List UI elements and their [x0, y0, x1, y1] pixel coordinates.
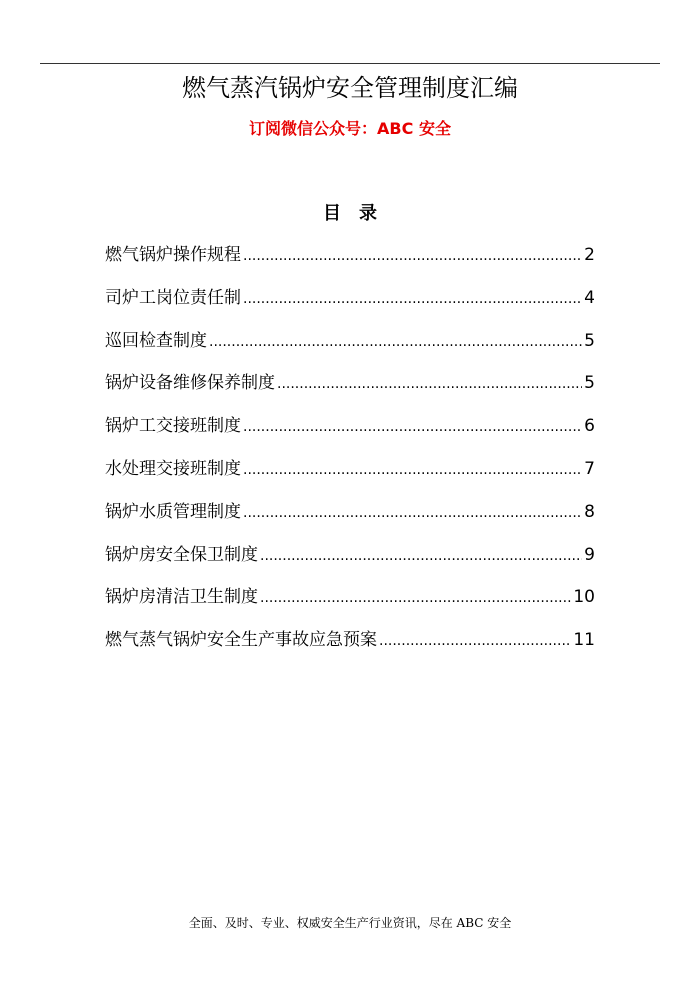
toc-entry-page: 10	[573, 587, 595, 608]
toc-dot-leader	[379, 626, 571, 656]
toc-dot-leader	[243, 455, 582, 485]
toc-entry[interactable]	[105, 368, 595, 411]
toc-entry-label: 燃气锅炉操作规程	[105, 245, 241, 265]
toc-entry[interactable]	[105, 582, 595, 625]
toc-dot-leader	[243, 412, 582, 442]
toc-entry[interactable]	[105, 625, 595, 668]
toc-entry-page: 7	[584, 458, 595, 479]
toc-entry-label: 燃气蒸气锅炉安全生产事故应急预案	[105, 630, 377, 651]
toc-entry-label: 锅炉工交接班制度	[105, 416, 241, 437]
toc-dot-leader	[277, 369, 582, 399]
document-title: 燃气蒸汽锅炉安全管理制度汇编	[182, 74, 518, 102]
toc-dot-leader	[243, 241, 582, 271]
document-subtitle: 订阅微信公众号：ABC 安全	[249, 119, 451, 138]
toc-heading: 目录	[323, 203, 395, 224]
toc-entry[interactable]	[105, 326, 595, 369]
header-rule	[40, 63, 660, 64]
toc-entry-page: 11	[573, 630, 595, 651]
toc-entry-label: 巡回检查制度	[105, 330, 207, 351]
toc-entry-label: 锅炉水质管理制度	[105, 501, 241, 522]
toc-entry-page: 9	[584, 544, 595, 565]
toc-entry-page: 8	[584, 501, 595, 522]
toc-entry[interactable]	[105, 540, 595, 583]
toc-entry-page: 4	[584, 287, 595, 308]
toc-entry-label: 锅炉房安全保卫制度	[105, 544, 258, 565]
toc-entry-label: 锅炉房清洁卫生制度	[105, 587, 258, 608]
toc-entry[interactable]	[105, 454, 595, 497]
toc-dot-leader	[260, 583, 571, 613]
toc-entry-label: 司炉工岗位责任制	[105, 287, 241, 308]
toc-entry[interactable]	[105, 240, 595, 283]
toc-entry-page: 2	[584, 245, 595, 265]
toc-dot-leader	[243, 284, 582, 314]
toc-entry[interactable]	[105, 283, 595, 326]
toc-entry-label: 水处理交接班制度	[105, 458, 241, 479]
toc-dot-leader	[260, 541, 582, 571]
toc-list	[105, 240, 595, 668]
toc-entry[interactable]	[105, 497, 595, 540]
footer-text: 全面、及时、专业、权威安全生产行业资讯，尽在 ABC 安全	[188, 916, 512, 930]
toc-entry[interactable]	[105, 411, 595, 454]
toc-entry-label: 锅炉设备维修保养制度	[105, 373, 275, 394]
toc-entry-page: 5	[584, 330, 595, 351]
toc-dot-leader	[209, 327, 582, 357]
toc-entry-page: 5	[584, 373, 595, 394]
toc-entry-page: 6	[584, 416, 595, 437]
toc-dot-leader	[243, 498, 582, 528]
